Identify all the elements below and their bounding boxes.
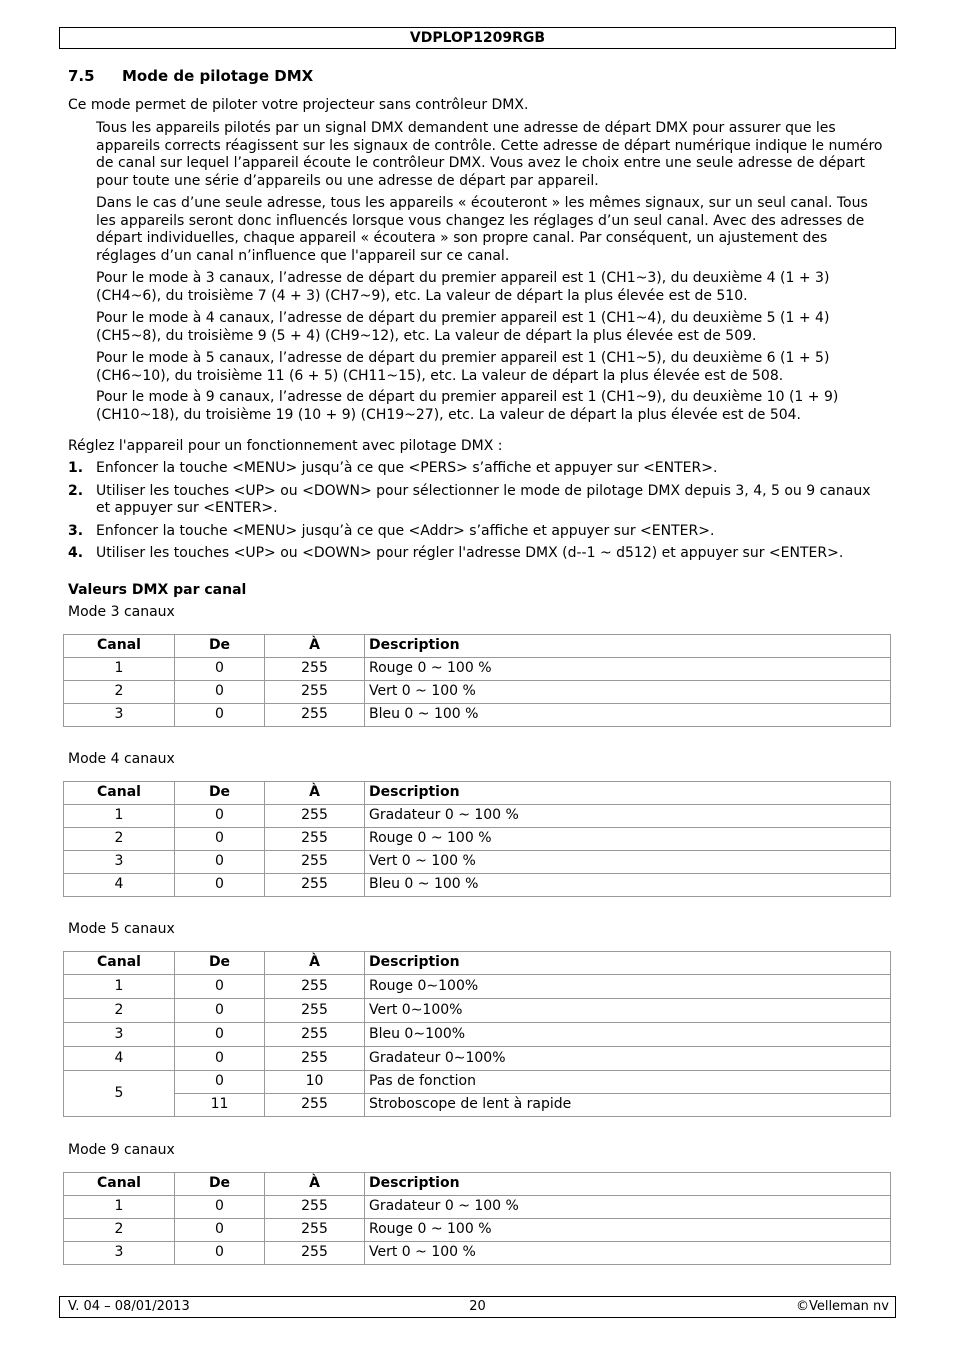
col-a: À	[265, 635, 365, 658]
col-description: Description	[365, 1173, 891, 1196]
mode5-title: Mode 5 canaux	[68, 921, 175, 937]
step-number: 1.	[68, 460, 84, 476]
step-number: 2.	[68, 482, 84, 499]
document-footer	[59, 1296, 896, 1318]
cell-a: 255	[265, 1094, 365, 1117]
cell-a: 255	[265, 874, 365, 897]
table-row	[64, 704, 891, 727]
intro-text: Ce mode permet de piloter votre projecteur sans contrôleur DMX.	[68, 97, 529, 113]
cell-de: 0	[175, 975, 265, 999]
cell-description: Stroboscope de lent à rapide	[365, 1094, 891, 1117]
col-canal: Canal	[64, 782, 175, 805]
table-row	[64, 1071, 891, 1094]
cell-canal: 3	[64, 704, 175, 727]
cell-description: Vert 0 ~ 100 %	[365, 681, 891, 704]
cell-description: Bleu 0∼100%	[365, 1023, 891, 1047]
cell-description: Gradateur 0∼100%	[365, 1047, 891, 1071]
cell-de: 0	[175, 1242, 265, 1265]
cell-canal: 5	[64, 1071, 175, 1117]
col-a: À	[265, 952, 365, 975]
table-row	[64, 828, 891, 851]
footer-version: V. 04 – 08/01/2013	[68, 1299, 190, 1314]
paragraph: Tous les appareils pilotés par un signal DMX demandent une adresse de départ DMX pour assurer que les appareils corrects réagissent sur les signaux de contrôle. Cette adresse de départ numérique indique le numéro de canal sur lequel l’appareil écoute le contrôleur DMX. Vous avez le choix entre une seule adresse de départ pour toute une série d’appareils ou une adresse de départ par appareil.	[96, 120, 883, 189]
cell-de: 0	[175, 851, 265, 874]
table-header-row	[64, 782, 891, 805]
table-row	[64, 681, 891, 704]
cell-canal: 2	[64, 1219, 175, 1242]
section-title: Mode de pilotage DMX	[122, 67, 314, 85]
header-title: VDPLOP1209RGB	[409, 30, 546, 46]
cell-a: 255	[265, 828, 365, 851]
cell-de: 0	[175, 874, 265, 897]
cell-de: 0	[175, 658, 265, 681]
mode4-title: Mode 4 canaux	[68, 751, 175, 767]
dmx-values-title: Valeurs DMX par canal	[68, 582, 247, 598]
cell-de: 0	[175, 1219, 265, 1242]
table-row	[64, 851, 891, 874]
cell-de: 11	[175, 1094, 265, 1117]
table-row	[64, 1242, 891, 1265]
page-number: 20	[469, 1299, 486, 1314]
col-description: Description	[365, 952, 891, 975]
col-description: Description	[365, 782, 891, 805]
cell-description: Rouge 0∼100%	[365, 975, 891, 999]
cell-canal: 3	[64, 1242, 175, 1265]
col-de: De	[175, 782, 265, 805]
cell-de: 0	[175, 704, 265, 727]
cell-canal: 1	[64, 975, 175, 999]
cell-de: 0	[175, 1047, 265, 1071]
cell-de: 0	[175, 828, 265, 851]
mode3-table	[63, 634, 891, 727]
cell-de: 0	[175, 1196, 265, 1219]
paragraph: Dans le cas d’une seule adresse, tous les appareils « écouteront » les mêmes signaux, sur un seul canal. Tous les appareils seront donc influencés lorsque vous changez les réglages d’un seul canal. Avec des adresses de départ individuelles, chaque appareil « écoutera » son propre canal. Par conséquent, un ajustement des réglages d’un canal n’influence que l'appareil sur ce canal.	[96, 195, 868, 264]
cell-a: 255	[265, 704, 365, 727]
paragraph: Pour le mode à 4 canaux, l’adresse de départ du premier appareil est 1 (CH1~4), du deuxième 5 (1 + 4) (CH5~8), du troisième 9 (5 + 4) (CH9~12), etc. La valeur de départ la plus élevée est de 509.	[96, 310, 830, 344]
col-canal: Canal	[64, 635, 175, 658]
cell-canal: 4	[64, 874, 175, 897]
cell-a: 255	[265, 658, 365, 681]
cell-description: Vert 0∼100%	[365, 999, 891, 1023]
document-header	[59, 27, 896, 49]
cell-canal: 2	[64, 999, 175, 1023]
list-item	[68, 545, 888, 563]
cell-a: 255	[265, 681, 365, 704]
cell-description: Gradateur 0 ~ 100 %	[365, 1196, 891, 1219]
mode9-table	[63, 1172, 891, 1265]
list-item	[68, 460, 888, 478]
table-row	[64, 658, 891, 681]
paragraph: Pour le mode à 9 canaux, l’adresse de départ du premier appareil est 1 (CH1~9), du deuxième 10 (1 + 9) (CH10~18), du troisième 19 (10 + 9) (CH19~27), etc. La valeur de départ la plus élevée est de 504.	[96, 389, 839, 423]
col-de: De	[175, 1173, 265, 1196]
cell-a: 255	[265, 999, 365, 1023]
cell-a: 10	[265, 1071, 365, 1094]
cell-a: 255	[265, 805, 365, 828]
cell-canal: 1	[64, 1196, 175, 1219]
cell-canal: 1	[64, 805, 175, 828]
cell-description: Vert 0 ~ 100 %	[365, 1242, 891, 1265]
table-row	[64, 1094, 891, 1117]
cell-description: Rouge 0 ~ 100 %	[365, 828, 891, 851]
cell-a: 255	[265, 1196, 365, 1219]
mode3-title: Mode 3 canaux	[68, 604, 175, 620]
step-text: Enfoncer la touche <MENU> jusqu’à ce que <Addr> s’affiche et appuyer sur <ENTER>.	[96, 522, 715, 539]
cell-a: 255	[265, 851, 365, 874]
list-item	[68, 523, 888, 541]
col-description: Description	[365, 635, 891, 658]
table-header-row	[64, 952, 891, 975]
table-row	[64, 1219, 891, 1242]
cell-description: Bleu 0 ~ 100 %	[365, 874, 891, 897]
cell-description: Rouge 0 ~ 100 %	[365, 1219, 891, 1242]
cell-de: 0	[175, 681, 265, 704]
paragraph: Pour le mode à 5 canaux, l’adresse de départ du premier appareil est 1 (CH1~5), du deuxième 6 (1 + 5) (CH6~10), du troisième 11 (6 + 5) (CH11~15), etc. La valeur de départ la plus élevée est de 508.	[96, 350, 830, 384]
col-canal: Canal	[64, 1173, 175, 1196]
cell-a: 255	[265, 1219, 365, 1242]
section-number: 7.5	[68, 67, 95, 85]
table-row	[64, 805, 891, 828]
cell-de: 0	[175, 805, 265, 828]
footer-copyright: ©Velleman nv	[795, 1299, 889, 1314]
cell-canal: 1	[64, 658, 175, 681]
col-canal: Canal	[64, 952, 175, 975]
setup-steps	[68, 460, 888, 568]
cell-canal: 3	[64, 851, 175, 874]
cell-de: 0	[175, 1023, 265, 1047]
step-text: Utiliser les touches <UP> ou <DOWN> pour régler l'adresse DMX (d--1 ~ d512) et appuyer sur <ENTER>.	[96, 545, 844, 561]
col-de: De	[175, 635, 265, 658]
step-number: 4.	[68, 545, 84, 561]
cell-description: Rouge 0 ~ 100 %	[365, 658, 891, 681]
cell-a: 255	[265, 1242, 365, 1265]
cell-description: Vert 0 ~ 100 %	[365, 851, 891, 874]
col-a: À	[265, 782, 365, 805]
section-heading	[68, 68, 313, 86]
mode9-title: Mode 9 canaux	[68, 1142, 175, 1158]
table-row	[64, 1196, 891, 1219]
table-row	[64, 999, 891, 1023]
cell-canal: 3	[64, 1023, 175, 1047]
col-de: De	[175, 952, 265, 975]
cell-a: 255	[265, 1047, 365, 1071]
cell-canal: 4	[64, 1047, 175, 1071]
cell-description: Gradateur 0 ~ 100 %	[365, 805, 891, 828]
col-a: À	[265, 1173, 365, 1196]
table-row	[64, 1023, 891, 1047]
cell-description: Pas de fonction	[365, 1071, 891, 1094]
cell-canal: 2	[64, 828, 175, 851]
table-row	[64, 975, 891, 999]
step-text: Enfoncer la touche <MENU> jusqu’à ce que <PERS> s’affiche et appuyer sur <ENTER>.	[96, 460, 718, 476]
setup-intro: Réglez l'appareil pour un fonctionnement avec pilotage DMX :	[68, 438, 503, 454]
cell-de: 0	[175, 1071, 265, 1094]
table-header-row	[64, 1173, 891, 1196]
list-item	[68, 483, 888, 518]
mode5-table	[63, 951, 891, 1117]
cell-canal: 2	[64, 681, 175, 704]
cell-de: 0	[175, 999, 265, 1023]
step-text: Utiliser les touches <UP> ou <DOWN> pour sélectionner le mode de pilotage DMX depuis 3, 4, 5 ou 9 canaux et appuyer sur <ENTER>.	[96, 482, 871, 516]
table-row	[64, 1047, 891, 1071]
table-header-row	[64, 635, 891, 658]
paragraph: Pour le mode à 3 canaux, l’adresse de départ du premier appareil est 1 (CH1~3), du deuxième 4 (1 + 3) (CH4~6), du troisième 7 (4 + 3) (CH7~9), etc. La valeur de départ la plus élevée est de 510.	[96, 270, 830, 304]
step-number: 3.	[68, 522, 84, 539]
cell-description: Bleu 0 ~ 100 %	[365, 704, 891, 727]
cell-a: 255	[265, 975, 365, 999]
table-row	[64, 874, 891, 897]
mode4-table	[63, 781, 891, 897]
cell-a: 255	[265, 1023, 365, 1047]
